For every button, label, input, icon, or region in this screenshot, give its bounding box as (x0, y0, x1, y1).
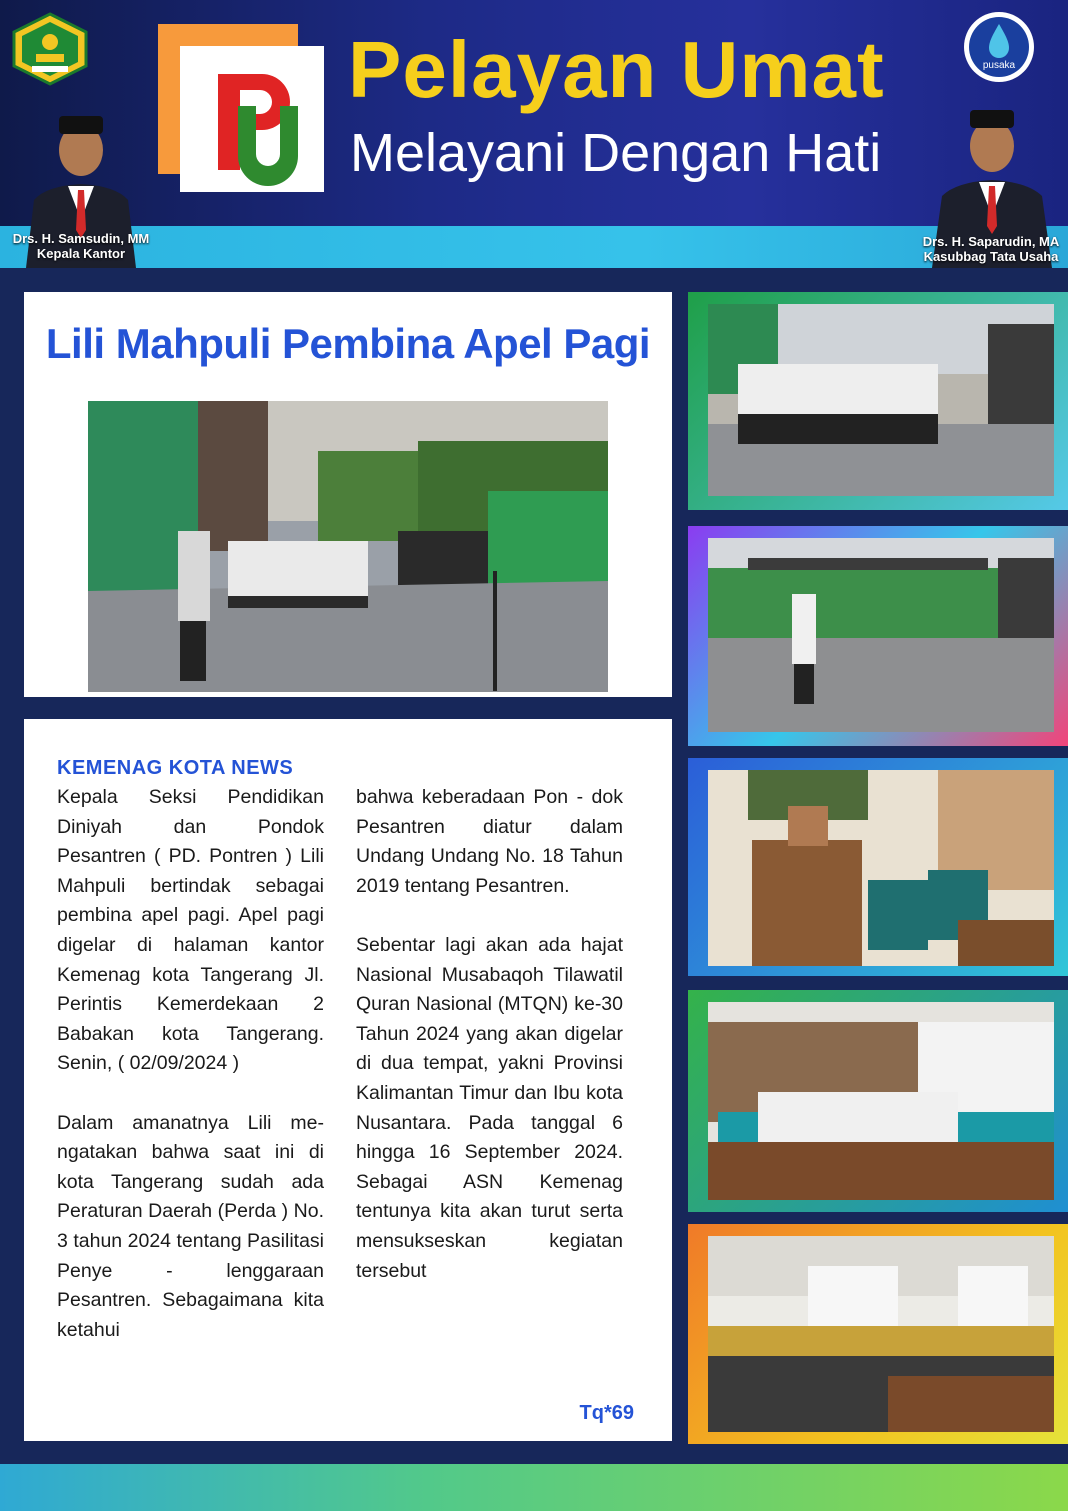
banner-title: Pelayan Umat (348, 25, 885, 114)
kasubbag-caption (920, 234, 1062, 264)
article-title: Lili Mahpuli Pembina Apel Pagi (45, 320, 651, 367)
kepala-kantor-name: Drs. H. Samsudin, MM (12, 231, 150, 246)
kepala-kantor-caption (6, 231, 156, 261)
kasubbag-portrait (920, 100, 1068, 268)
side-photo-frame (688, 292, 1068, 510)
article-column-left (57, 783, 324, 1345)
author-signature: Tq*69 (579, 1402, 634, 1424)
article-body-card (24, 719, 672, 1441)
paragraph: bahwa keberadaan Pon - dok Pesantren diatur dalam Undang Undang No. 18 Tahun 2019 tentang Pesantren. (356, 786, 623, 897)
photo-peserta-ruangan (708, 1236, 1054, 1432)
kasubbag-name: Drs. H. Saparudin, MA (922, 234, 1060, 249)
kepala-kantor-portrait (6, 100, 156, 268)
header-banner (0, 0, 1068, 268)
kasubbag-role: Kasubbag Tata Usaha (923, 249, 1059, 264)
photo-rapat-meja (708, 1002, 1054, 1200)
pusaka-logo-text: pusaka (982, 60, 1016, 71)
side-photo-frame (688, 1224, 1068, 1444)
pu-logo-white-panel (180, 46, 324, 192)
paragraph: Kepala Seksi Pendidikan Diniyah dan Pondok Pesantren ( PD. Pontren ) Lili Mahpuli bertindak sebagai pembina apel pagi. Apel pagi digelar di halaman kantor Kemenag kota Tangerang Jl. Perintis Kemerdekaan 2 Babakan kota Tangerang. Senin, ( 02/09/2024 ) (57, 786, 324, 1075)
news-source-label: KEMENAG KOTA NEWS (57, 757, 294, 779)
article-column-right (356, 783, 623, 1286)
side-photo-frame (688, 990, 1068, 1212)
side-photo-frame (688, 758, 1068, 976)
pusaka-logo-icon (962, 10, 1036, 84)
header-accent-band (0, 226, 1068, 268)
kemenag-logo-icon (10, 12, 90, 86)
footer-band (0, 1464, 1068, 1511)
photo-pembina-di-podium-luar (708, 538, 1054, 732)
article-header-card (24, 292, 672, 697)
kepala-kantor-role: Kepala Kantor (36, 246, 126, 261)
photo-apel-barisan (708, 304, 1054, 496)
pu-letters-icon (180, 46, 324, 192)
pu-logo (158, 24, 328, 194)
side-photo-frame (688, 526, 1068, 746)
main-photo-apel-pagi (88, 401, 608, 692)
paragraph: Dalam amanatnya Lili me- ngatakan bahwa saat ini di kota Tangerang sudah ada Peraturan Daerah (Perda ) No. 3 tahun 2024 tentang Pasilitasi Penye - lenggaraan Pesantren. Sebagaimana kita ketahui (57, 1111, 324, 1341)
banner-subtitle: Melayani Dengan Hati (350, 123, 882, 183)
photo-podium-ruangan (708, 770, 1054, 966)
paragraph: Sebentar lagi akan ada hajat Nasional Musabaqoh Tilawatil Quran Nasional (MTQN) ke-30 Tahun 2024 yang akan digelar di dua tempat, yakni Provinsi Kalimantan Timur dan Ibu kota Nusantara. Pada tanggal 6 hingga 16 September 2024. Sebagai ASN Kemenag tentunya kita akan turut serta mensukseskan kegiatan tersebut (356, 933, 623, 1282)
